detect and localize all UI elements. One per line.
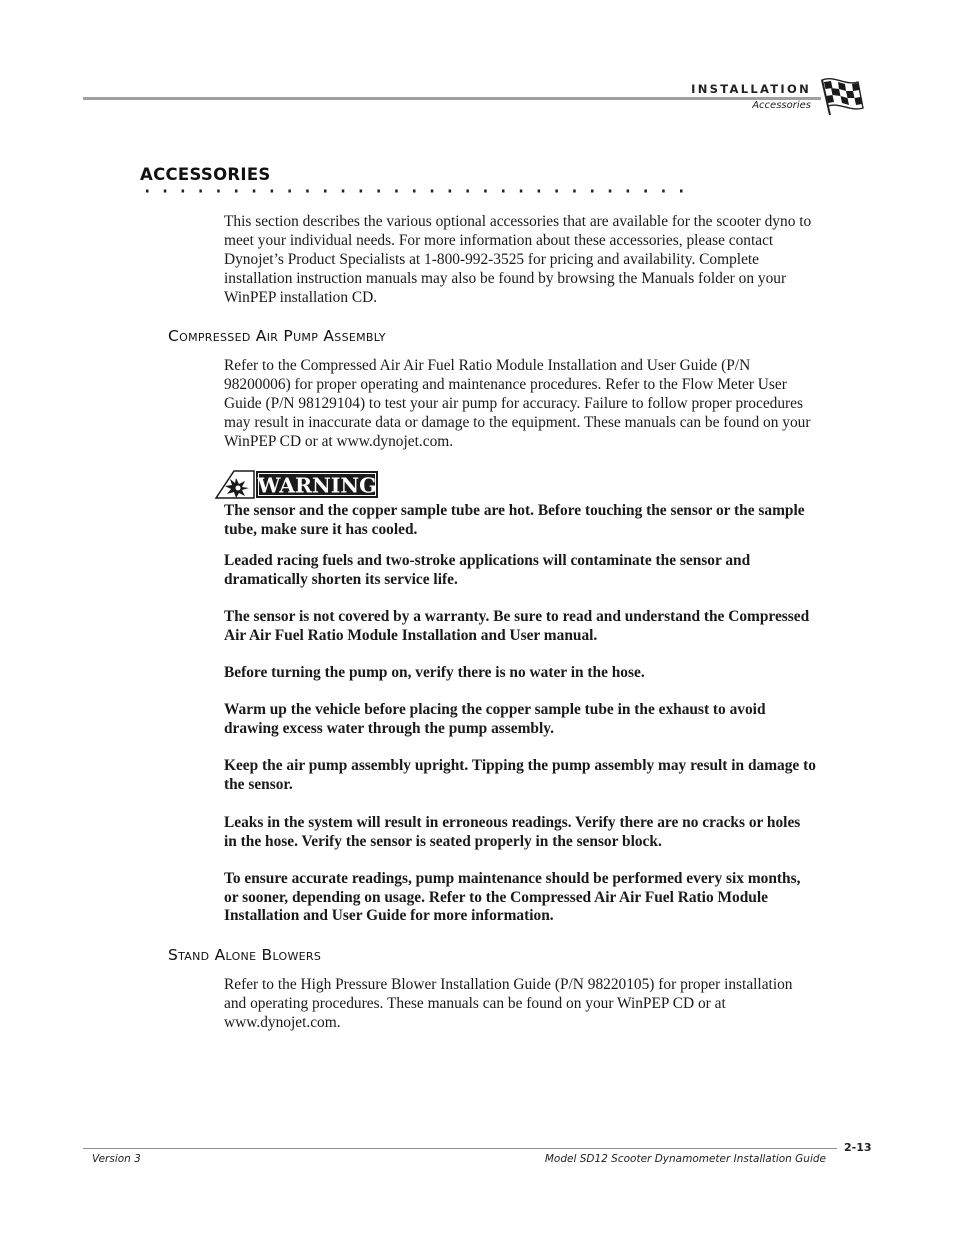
warning-item: The sensor is not covered by a warranty. Be sure to read and understand the Compressed Air Air Fuel Ratio Module Installation and User manual. <box>224 608 810 644</box>
footer-version: Version 3 <box>92 1153 141 1165</box>
warning-banner <box>214 470 380 500</box>
warning-item: The sensor and the copper sample tube are hot. Before touching the sensor or the sample tube, make sure it has cooled. <box>224 502 805 538</box>
header-section-title: INSTALLATION <box>691 82 811 96</box>
warning-item: To ensure accurate readings, pump maintenance should be performed every six months, or sooner, depending on usage. Refer to the Compressed Air Air Fuel Ratio Module Installation and User Guide for more information. <box>224 870 801 924</box>
warning-burst-icon <box>216 471 254 498</box>
air-pump-paragraph: Refer to the Compressed Air Air Fuel Ratio Module Installation and User Guide (P/N 98200006) for proper operating and maintenance procedures. Refer to the Flow Meter User Guide (P/N 98129104) to test your air pump for accuracy. Failure to follow proper procedures may result in inaccurate data or damage to the equipment. These manuals can be found on your WinPEP CD or at www.dynojet.com. <box>224 357 811 450</box>
header-subsection: Accessories <box>752 100 811 111</box>
header-rule <box>83 97 821 100</box>
warning-item: Leaks in the system will result in erroneous readings. Verify there are no cracks or holes in the hose. Verify the sensor is seated properly in the sensor block. <box>224 814 801 850</box>
warning-item: Leaded racing fuels and two-stroke applications will contaminate the sensor and dramatically shorten its service life. <box>224 552 751 588</box>
air-pump-heading: Compressed Air Pump Assembly <box>168 327 386 345</box>
footer-rule <box>83 1148 837 1149</box>
warning-item: Warm up the vehicle before placing the copper sample tube in the exhaust to avoid drawing excess water through the pump assembly. <box>224 701 766 737</box>
title-dotted-rule <box>141 188 686 194</box>
intro-paragraph: This section describes the various optional accessories that are available for the scooter dyno to meet your individual needs. For more information about these accessories, please contact Dynojet’s Product Specialists at 1-800-992-3525 for pricing and availability. Complete installation instruction manuals may also be found by browsing the Manuals folder on your WinPEP installation CD. <box>224 213 812 306</box>
page-number: 2-13 <box>844 1141 872 1154</box>
warning-item: Keep the air pump assembly upright. Tipping the pump assembly may result in damage to the sensor. <box>224 757 816 793</box>
checkered-flag-icon <box>820 74 866 116</box>
page-title: ACCESSORIES <box>140 165 271 184</box>
blowers-heading: Stand Alone Blowers <box>168 946 322 964</box>
blowers-paragraph: Refer to the High Pressure Blower Installation Guide (P/N 98220105) for proper installation and operating procedures. These manuals can be found on your WinPEP CD or at www.dynojet.com. <box>224 976 793 1031</box>
footer-guide-title: Model SD12 Scooter Dynamometer Installation Guide <box>544 1153 826 1165</box>
warning-label: WARNING <box>257 473 377 498</box>
warning-item: Before turning the pump on, verify there is no water in the hose. <box>224 664 645 681</box>
